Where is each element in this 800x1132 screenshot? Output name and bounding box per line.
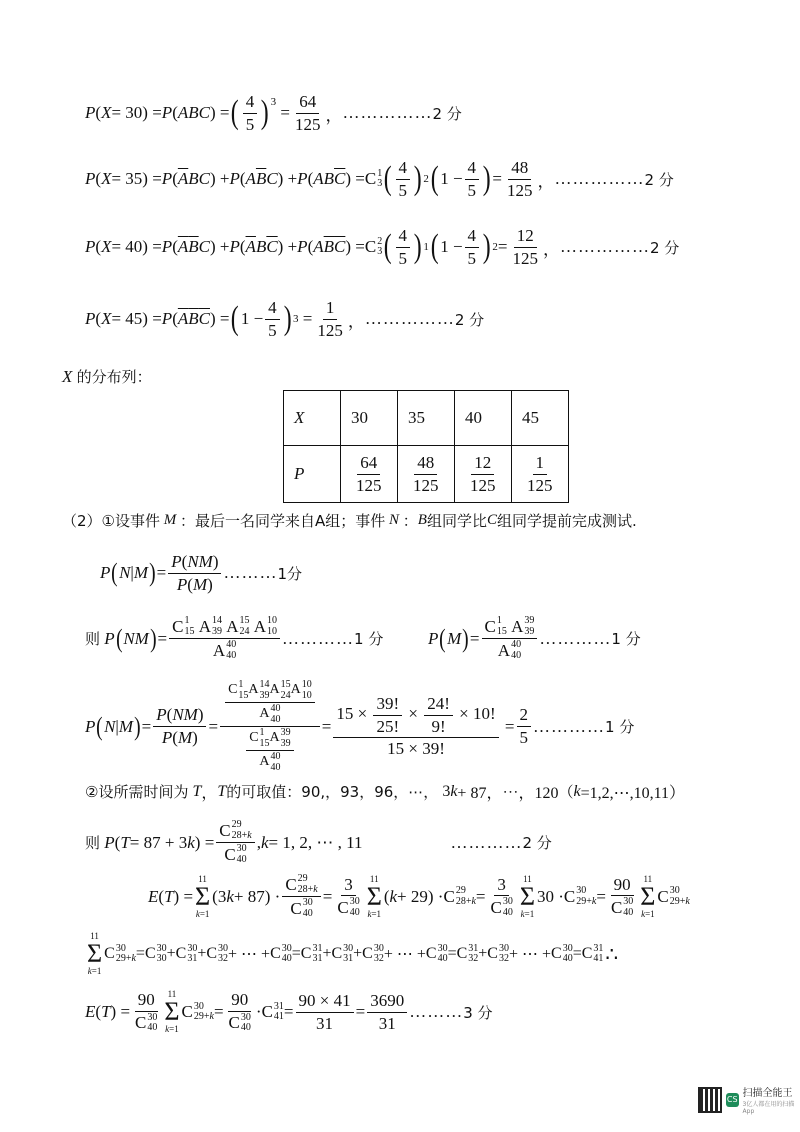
score-label: 1 分	[611, 630, 641, 648]
part2-intro: （2）①设事件 M ：最后一名同学来自A组；事件 N ： B 组同学比 C 组同学提前完成测试.	[62, 512, 637, 530]
dist-caption: X 的分布列：	[62, 366, 152, 386]
dots: ……………	[554, 169, 645, 189]
table-cell: $\frac{1}{125}$	[512, 446, 569, 503]
qr-code-icon	[698, 1087, 722, 1113]
dots: …………	[539, 628, 612, 648]
part2-text: 组同学比	[426, 512, 487, 530]
table-header-x: X	[284, 391, 341, 446]
table-cell: $\frac{12}{125}$	[455, 446, 512, 503]
eq-cond-def: P ( N | M ) = $\frac{P(NM)}{P(M)}$ ……… 1分	[100, 552, 303, 594]
part2-text: ：最后一名同学来自A组；事件	[180, 512, 386, 530]
then-text: 则	[85, 834, 101, 852]
score-label: 3 分	[463, 1003, 493, 1022]
part2b-intro: ②设所需时间为 T ， T 的可取值：90,，93，96，⋯， 3 k + 87，⋯，120 （ k =1,2,⋯,10,11）	[85, 780, 685, 803]
camscanner-logo-icon: CS	[726, 1093, 739, 1107]
table-cell: 30	[341, 391, 398, 446]
comma: ，	[325, 105, 343, 125]
eq-pt: 则 P ( T = 87 + 3 k ) = C 29 28+k C 30 40 , k = 1, 2, ⋯ , 11 ………… 2 分	[85, 819, 552, 865]
comma: ，	[542, 239, 560, 259]
scanner-watermark	[698, 1084, 800, 1115]
table-cell: $\frac{64}{125}$	[341, 446, 398, 503]
distribution-table	[283, 390, 569, 503]
dots: …………	[450, 832, 523, 852]
eq-et: E ( T ) = 11 Σ k=1 (3 k + 87) · C 29 28+k C 30 40 = 3 C 30 40 11 Σ k=1 ( k + 29) · C 29 28+k = 3 C 30 40 11 Σ k=1 30 · C 30 29+k = 90 C 30 40 11 Σ k=1 C 30 29+k	[148, 873, 690, 919]
dots: ……………	[342, 103, 433, 123]
part2-text: 组同学提前完成测试.	[497, 512, 637, 530]
then-text: 则	[85, 630, 101, 648]
eq-p45: P ( X = 45) = P ( $\overline{A}$ $\overline{B}$ $\overline{C}$ ) = ( 1 − $\frac{4}{5}$ ) 3 = $\frac{1}{125}$ ， …………… 2 分	[85, 298, 485, 340]
eq-cond-result: P ( N | M ) = $\frac{P(NM)}{P(M)}$ = C 1 15 A 14 39 A 15 24 A 10 10 A 40 40 C 1 15 A 39 39 A 40 40 = 15 × $\frac{39!}{25!}$ × $\frac{24!}{9!}$ × 10! 15 × 39! = $\frac{2}{5}$ ………… 1 分	[85, 679, 635, 773]
eq-pm: P ( M ) = C 1 15 A 39 39 A 40 40 ………… 1 分	[428, 615, 641, 661]
score-label: 2 分	[454, 310, 485, 329]
score-label: 2 分	[644, 170, 674, 189]
dots: ……………	[364, 309, 455, 329]
dots: …………	[282, 628, 355, 648]
score-label: 1分	[277, 564, 303, 583]
table-cell: 40	[455, 391, 512, 446]
score-label: 2 分	[649, 238, 680, 257]
eq-p30: P ( X = 30) = P ( ABC ) = ( $\frac{4}{5}$ ) $^3$ = $\frac{64}{125}$ ， …………… 2 分	[85, 92, 462, 134]
table-cell: 45	[512, 391, 569, 446]
eq-pnm: 则 P ( NM ) = C 1 15 A 14 39 A 15 24 A 10 10 A 40 40 ………… 1 分	[85, 615, 384, 661]
eq-et-final: E ( T ) = 90 C 30 40 11 Σ k=1 C 30 29+k = 90 C 30 40 · C 31 41 = $\frac{90 \times 41}{31}$ = $\frac{3690}{31}$ ……… 3 分	[85, 989, 493, 1034]
brand-subtitle: 3亿人都在用的扫描App	[742, 1101, 795, 1115]
part2b-text: ②设所需时间为	[85, 783, 189, 801]
comma: ，	[537, 171, 555, 191]
part2b-text: =1,2,⋯,10,11）	[580, 785, 686, 802]
dots: …………	[533, 716, 606, 736]
comma: ，	[347, 311, 365, 331]
part2-text: ：	[402, 512, 418, 530]
brand	[743, 1084, 800, 1115]
dots: ………	[409, 1002, 464, 1021]
part2b-text: 的可取值：90,，93，96，⋯，	[226, 783, 439, 801]
table-header-p: P	[284, 446, 341, 503]
score-label: 2 分	[432, 104, 462, 123]
dist-caption-text: 的分布列：	[76, 368, 152, 386]
score-label: 1 分	[354, 630, 384, 648]
part2-text: （2）①设事件	[62, 512, 160, 530]
table-cell: $\frac{48}{125}$	[398, 446, 455, 503]
brand-title: 扫描全能王	[742, 1088, 793, 1099]
part2b-text: （	[558, 783, 574, 801]
score-label: 1 分	[605, 718, 635, 736]
dots: ……………	[559, 237, 650, 257]
eq-p40: P ( X = 40) = P ( $\overline{A}$ $\overline{B}$ C ) + P ( $\overline{A}$ B $\overline{C}$ ) + P ( A $\overline{B}$ $\overline{C}$ ) = C 2 3 ( $\frac{4}{5}$ ) 1 ( 1 − $\frac{4}{5}$ ) 2 = $\frac{12}{125}$ ， …………… 2 分	[85, 226, 680, 268]
eq-p35: P ( X = 35) = P ( $\overline{A}$ BC ) + P ( A $\overline{B}$ C ) + P ( AB $\overline{C}$ ) = C 1 3 ( $\frac{4}{5}$ ) 2 ( 1 − $\frac{4}{5}$ ) = $\frac{48}{125}$ ， …………… 2 分	[85, 158, 674, 200]
eq-identity: 11 Σ k=1 C 30 29+k = C 30 30 + C 30 31 + C 30 32 + ⋯ + C 30 40 = C 31 31 + C 30 31 + C 30 32 + ⋯ + C 30 40 = C 31 32 + C 30 32 + ⋯ + C 30 40 = C 31 41 ∴	[87, 931, 619, 976]
score-label: 2 分	[522, 834, 552, 852]
table-cell: 35	[398, 391, 455, 446]
dots: ………	[223, 563, 278, 583]
